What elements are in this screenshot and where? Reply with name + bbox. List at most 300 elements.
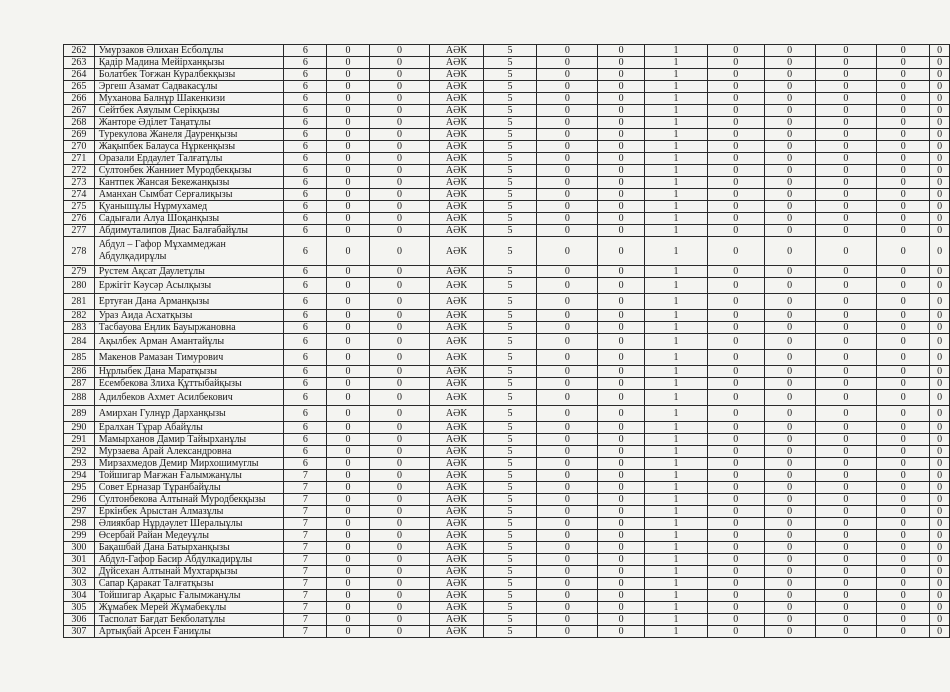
table-cell: 0	[707, 554, 764, 566]
table-cell: 1	[645, 458, 708, 470]
table-cell: 0	[537, 482, 598, 494]
table-cell: АӘК	[430, 201, 483, 213]
table-row	[64, 334, 950, 350]
table-cell: 0	[327, 93, 369, 105]
table-cell: 0	[815, 366, 877, 378]
table-cell: 0	[327, 117, 369, 129]
table-row	[64, 177, 950, 189]
table-cell: 0	[707, 165, 764, 177]
table-cell: 0	[764, 506, 815, 518]
table-cell: 7	[284, 542, 327, 554]
table-cell: 0	[327, 554, 369, 566]
table-cell: 0	[537, 422, 598, 434]
table-cell: 0	[369, 446, 430, 458]
table-cell: 0	[598, 177, 645, 189]
row-number: 290	[64, 422, 95, 434]
table-cell: 5	[483, 237, 537, 266]
table-cell: 0	[707, 470, 764, 482]
table-cell: 0	[815, 406, 877, 422]
table-cell: 0	[327, 406, 369, 422]
table-cell: 0	[930, 390, 950, 406]
table-row	[64, 406, 950, 422]
table-cell: 0	[327, 201, 369, 213]
table-cell: 0	[877, 614, 930, 626]
table-cell: 0	[877, 518, 930, 530]
table-row	[64, 470, 950, 482]
table-cell: 0	[327, 366, 369, 378]
table-cell: 0	[327, 294, 369, 310]
table-cell: 5	[483, 93, 537, 105]
table-cell: 0	[877, 494, 930, 506]
table-cell: 0	[764, 334, 815, 350]
table-cell: 0	[537, 406, 598, 422]
table-cell: 7	[284, 470, 327, 482]
table-cell: 6	[284, 165, 327, 177]
table-cell: 0	[537, 225, 598, 237]
table-cell: 5	[483, 81, 537, 93]
table-cell: 0	[815, 294, 877, 310]
table-cell: 0	[537, 310, 598, 322]
table-cell: 0	[537, 322, 598, 334]
row-number: 282	[64, 310, 95, 322]
table-cell: 0	[537, 518, 598, 530]
table-row	[64, 482, 950, 494]
student-name: Есембекова Злиха Құттыбайқызы	[94, 378, 284, 390]
table-cell: 0	[537, 141, 598, 153]
table-cell: 0	[537, 542, 598, 554]
table-row	[64, 530, 950, 542]
table-cell: 5	[483, 482, 537, 494]
table-row	[64, 390, 950, 406]
table-cell: АӘК	[430, 153, 483, 165]
table-row	[64, 266, 950, 278]
row-number: 275	[64, 201, 95, 213]
table-cell: 6	[284, 434, 327, 446]
row-number: 301	[64, 554, 95, 566]
table-cell: 0	[930, 554, 950, 566]
table-cell: 0	[930, 310, 950, 322]
table-row	[64, 310, 950, 322]
table-cell: 0	[369, 93, 430, 105]
table-cell: 6	[284, 406, 327, 422]
table-row	[64, 366, 950, 378]
table-cell: АӘК	[430, 225, 483, 237]
table-cell: 6	[284, 294, 327, 310]
table-cell: 0	[764, 458, 815, 470]
student-name: Макенов Рамазан Тимурович	[94, 350, 284, 366]
table-cell: 5	[483, 530, 537, 542]
table-cell: 0	[327, 45, 369, 57]
table-cell: 6	[284, 93, 327, 105]
table-row	[64, 225, 950, 237]
table-cell: 0	[815, 310, 877, 322]
table-cell: 0	[877, 57, 930, 69]
student-name: Адилбеков Ахмет Асилбекович	[94, 390, 284, 406]
student-name: Ертуған Дана Арманқызы	[94, 294, 284, 310]
table-cell: 6	[284, 81, 327, 93]
table-row	[64, 322, 950, 334]
table-cell: 0	[930, 590, 950, 602]
table-cell: 0	[707, 57, 764, 69]
table-cell: АӘК	[430, 237, 483, 266]
row-number: 274	[64, 189, 95, 201]
table-cell: 0	[707, 614, 764, 626]
table-cell: 0	[930, 45, 950, 57]
table-cell: 6	[284, 350, 327, 366]
table-cell: АӘК	[430, 518, 483, 530]
table-cell: 0	[815, 117, 877, 129]
table-cell: 0	[369, 566, 430, 578]
table-cell: 0	[327, 165, 369, 177]
table-cell: 5	[483, 310, 537, 322]
row-number: 262	[64, 45, 95, 57]
table-cell: 0	[877, 506, 930, 518]
table-cell: 0	[815, 506, 877, 518]
table-cell: 0	[930, 129, 950, 141]
table-cell: 1	[645, 406, 708, 422]
table-cell: 0	[764, 213, 815, 225]
table-cell: 0	[877, 566, 930, 578]
table-row	[64, 446, 950, 458]
table-cell: 0	[369, 506, 430, 518]
table-cell: 1	[645, 390, 708, 406]
table-cell: 1	[645, 518, 708, 530]
table-cell: 0	[815, 590, 877, 602]
table-row	[64, 494, 950, 506]
student-name: Эргеш Азамат Садвакасұлы	[94, 81, 284, 93]
table-cell: 7	[284, 602, 327, 614]
table-cell: 0	[707, 578, 764, 590]
table-cell: 0	[877, 554, 930, 566]
table-cell: 0	[877, 406, 930, 422]
table-cell: 1	[645, 602, 708, 614]
table-cell: 1	[645, 378, 708, 390]
table-cell: 0	[764, 266, 815, 278]
table-cell: 0	[930, 566, 950, 578]
table-cell: 1	[645, 542, 708, 554]
table-cell: 0	[369, 494, 430, 506]
table-cell: 7	[284, 554, 327, 566]
row-number: 281	[64, 294, 95, 310]
table-cell: 0	[877, 237, 930, 266]
table-cell: 0	[707, 530, 764, 542]
table-cell: 0	[537, 278, 598, 294]
row-number: 268	[64, 117, 95, 129]
table-cell: 0	[598, 105, 645, 117]
table-row	[64, 105, 950, 117]
table-cell: 0	[930, 494, 950, 506]
table-cell: 0	[815, 57, 877, 69]
table-row	[64, 45, 950, 57]
table-cell: 0	[537, 434, 598, 446]
table-cell: 1	[645, 422, 708, 434]
table-cell: 0	[537, 366, 598, 378]
table-cell: 0	[369, 189, 430, 201]
table-row	[64, 506, 950, 518]
table-cell: 5	[483, 590, 537, 602]
table-cell: 0	[327, 482, 369, 494]
table-cell: 0	[327, 578, 369, 590]
table-cell: 0	[369, 350, 430, 366]
table-cell: 5	[483, 434, 537, 446]
table-cell: 0	[764, 578, 815, 590]
table-cell: 0	[877, 213, 930, 225]
table-cell: 0	[877, 482, 930, 494]
table-cell: 6	[284, 69, 327, 81]
table-cell: 0	[815, 602, 877, 614]
table-cell: 0	[598, 422, 645, 434]
table-cell: 0	[598, 566, 645, 578]
table-cell: 5	[483, 266, 537, 278]
table-cell: 0	[369, 614, 430, 626]
table-cell: 0	[877, 177, 930, 189]
table-cell: 7	[284, 518, 327, 530]
table-cell: 0	[369, 81, 430, 93]
table-cell: 0	[537, 153, 598, 165]
table-cell: 1	[645, 294, 708, 310]
table-cell: 0	[707, 434, 764, 446]
table-cell: 0	[598, 458, 645, 470]
table-cell: 1	[645, 350, 708, 366]
table-cell: 1	[645, 554, 708, 566]
table-cell: 0	[815, 189, 877, 201]
table-cell: 7	[284, 614, 327, 626]
table-cell: 0	[764, 590, 815, 602]
table-cell: 0	[877, 446, 930, 458]
table-cell: 0	[764, 602, 815, 614]
table-cell: 0	[537, 470, 598, 482]
table-cell: 0	[707, 153, 764, 165]
table-cell: 0	[327, 81, 369, 93]
table-cell: 0	[327, 602, 369, 614]
table-cell: 0	[369, 626, 430, 638]
table-cell: 0	[598, 322, 645, 334]
table-cell: 0	[369, 225, 430, 237]
table-cell: 0	[598, 590, 645, 602]
table-cell: 0	[327, 470, 369, 482]
table-cell: 0	[707, 458, 764, 470]
table-cell: 0	[877, 201, 930, 213]
table-cell: 0	[930, 350, 950, 366]
table-row	[64, 626, 950, 638]
table-cell: АӘК	[430, 530, 483, 542]
row-number: 289	[64, 406, 95, 422]
table-cell: 0	[815, 542, 877, 554]
table-cell: 1	[645, 310, 708, 322]
table-cell: 0	[327, 458, 369, 470]
table-cell: 1	[645, 45, 708, 57]
table-cell: 7	[284, 494, 327, 506]
table-cell: 0	[877, 93, 930, 105]
table-cell: 0	[815, 378, 877, 390]
table-cell: 0	[764, 117, 815, 129]
table-cell: 0	[537, 554, 598, 566]
table-cell: 0	[815, 225, 877, 237]
table-cell: 0	[764, 93, 815, 105]
row-number: 273	[64, 177, 95, 189]
table-cell: 0	[327, 542, 369, 554]
table-row	[64, 93, 950, 105]
table-cell: 0	[815, 322, 877, 334]
table-cell: 0	[707, 366, 764, 378]
table-cell: 0	[764, 378, 815, 390]
table-cell: 0	[815, 434, 877, 446]
table-cell: 0	[930, 518, 950, 530]
table-cell: 0	[930, 378, 950, 390]
table-cell: 1	[645, 626, 708, 638]
table-cell: 0	[815, 458, 877, 470]
student-name: Жақыпбек Балауса Нұркенқызы	[94, 141, 284, 153]
table-cell: 0	[598, 366, 645, 378]
table-cell: 0	[369, 165, 430, 177]
student-name: Абдул-Гафор Басир Абдулкадирұлы	[94, 554, 284, 566]
student-name: Мамырханов Дамир Тайырханұлы	[94, 434, 284, 446]
student-name: Дүйсехан Алтынай Мухтарқызы	[94, 566, 284, 578]
row-number: 306	[64, 614, 95, 626]
table-row	[64, 201, 950, 213]
table-cell: 6	[284, 213, 327, 225]
table-cell: 0	[598, 45, 645, 57]
table-cell: 0	[930, 542, 950, 554]
table-cell: 0	[537, 201, 598, 213]
table-cell: 5	[483, 278, 537, 294]
table-cell: 0	[369, 45, 430, 57]
table-cell: 0	[815, 626, 877, 638]
table-cell: 0	[537, 590, 598, 602]
table-cell: 0	[598, 225, 645, 237]
row-number: 266	[64, 93, 95, 105]
table-cell: 0	[930, 57, 950, 69]
table-cell: АӘК	[430, 117, 483, 129]
table-cell: АӘК	[430, 266, 483, 278]
table-cell: АӘК	[430, 93, 483, 105]
table-cell: 5	[483, 69, 537, 81]
table-cell: 0	[764, 141, 815, 153]
table-cell: 6	[284, 366, 327, 378]
table-cell: 0	[537, 105, 598, 117]
table-cell: 6	[284, 45, 327, 57]
student-name: Сапар Қаракат Талғатқызы	[94, 578, 284, 590]
table-cell: 0	[764, 225, 815, 237]
table-cell: 0	[815, 578, 877, 590]
table-cell: 0	[707, 129, 764, 141]
table-row	[64, 518, 950, 530]
table-cell: 0	[877, 434, 930, 446]
table-cell: 0	[764, 278, 815, 294]
table-cell: 0	[930, 366, 950, 378]
table-cell: АӘК	[430, 69, 483, 81]
row-number: 295	[64, 482, 95, 494]
table-cell: АӘК	[430, 213, 483, 225]
table-cell: 0	[369, 366, 430, 378]
table-cell: 0	[815, 470, 877, 482]
table-cell: 0	[327, 57, 369, 69]
table-cell: 0	[815, 566, 877, 578]
row-number: 271	[64, 153, 95, 165]
table-cell: 0	[369, 422, 430, 434]
table-cell: АӘК	[430, 57, 483, 69]
table-cell: 6	[284, 189, 327, 201]
table-row	[64, 117, 950, 129]
table-cell: АӘК	[430, 566, 483, 578]
table-cell: 0	[537, 506, 598, 518]
table-cell: 1	[645, 165, 708, 177]
table-cell: 0	[327, 530, 369, 542]
student-name: Қадір Мадина Мейірханқызы	[94, 57, 284, 69]
table-cell: 0	[815, 201, 877, 213]
student-name: Тойшигар Мағжан Ғалымжанұлы	[94, 470, 284, 482]
table-cell: АӘК	[430, 446, 483, 458]
table-cell: 5	[483, 378, 537, 390]
table-cell: 0	[369, 406, 430, 422]
table-cell: АӘК	[430, 494, 483, 506]
table-cell: 0	[707, 201, 764, 213]
table-cell: 0	[707, 105, 764, 117]
table-cell: 1	[645, 334, 708, 350]
table-cell: 0	[327, 310, 369, 322]
table-cell: 0	[877, 225, 930, 237]
table-cell: 0	[707, 446, 764, 458]
table-cell: 0	[764, 165, 815, 177]
table-cell: 0	[815, 81, 877, 93]
table-row	[64, 69, 950, 81]
table-cell: 0	[764, 177, 815, 189]
table-cell: 1	[645, 322, 708, 334]
table-cell: 6	[284, 390, 327, 406]
table-cell: 0	[598, 434, 645, 446]
table-cell: 0	[598, 278, 645, 294]
table-cell: 0	[598, 201, 645, 213]
table-cell: 5	[483, 506, 537, 518]
row-number: 302	[64, 566, 95, 578]
table-cell: 7	[284, 566, 327, 578]
table-cell: 1	[645, 530, 708, 542]
table-cell: 0	[327, 225, 369, 237]
table-cell: 0	[327, 350, 369, 366]
student-name: Тасполат Бағдат Бекболатұлы	[94, 614, 284, 626]
table-cell: 0	[877, 350, 930, 366]
table-cell: 0	[764, 614, 815, 626]
table-cell: 0	[815, 350, 877, 366]
table-cell: 0	[369, 57, 430, 69]
table-cell: 0	[877, 542, 930, 554]
table-cell: АӘК	[430, 177, 483, 189]
table-cell: 0	[707, 45, 764, 57]
table-cell: 5	[483, 350, 537, 366]
table-cell: 0	[930, 266, 950, 278]
table-cell: 0	[369, 482, 430, 494]
table-cell: АӘК	[430, 45, 483, 57]
table-cell: 1	[645, 213, 708, 225]
row-number: 307	[64, 626, 95, 638]
table-cell: 0	[930, 177, 950, 189]
table-cell: 1	[645, 105, 708, 117]
table-cell: 0	[815, 266, 877, 278]
table-cell: 0	[930, 470, 950, 482]
table-cell: 0	[930, 237, 950, 266]
table-cell: 0	[764, 45, 815, 57]
table-cell: АӘК	[430, 129, 483, 141]
table-cell: АӘК	[430, 470, 483, 482]
table-cell: 0	[537, 602, 598, 614]
table-cell: 5	[483, 446, 537, 458]
table-cell: АӘК	[430, 141, 483, 153]
table-cell: 0	[369, 129, 430, 141]
table-cell: 1	[645, 266, 708, 278]
student-name: Өсербай Райан Медеуұлы	[94, 530, 284, 542]
table-cell: 5	[483, 334, 537, 350]
student-name: Ураз Аида Асхатқызы	[94, 310, 284, 322]
